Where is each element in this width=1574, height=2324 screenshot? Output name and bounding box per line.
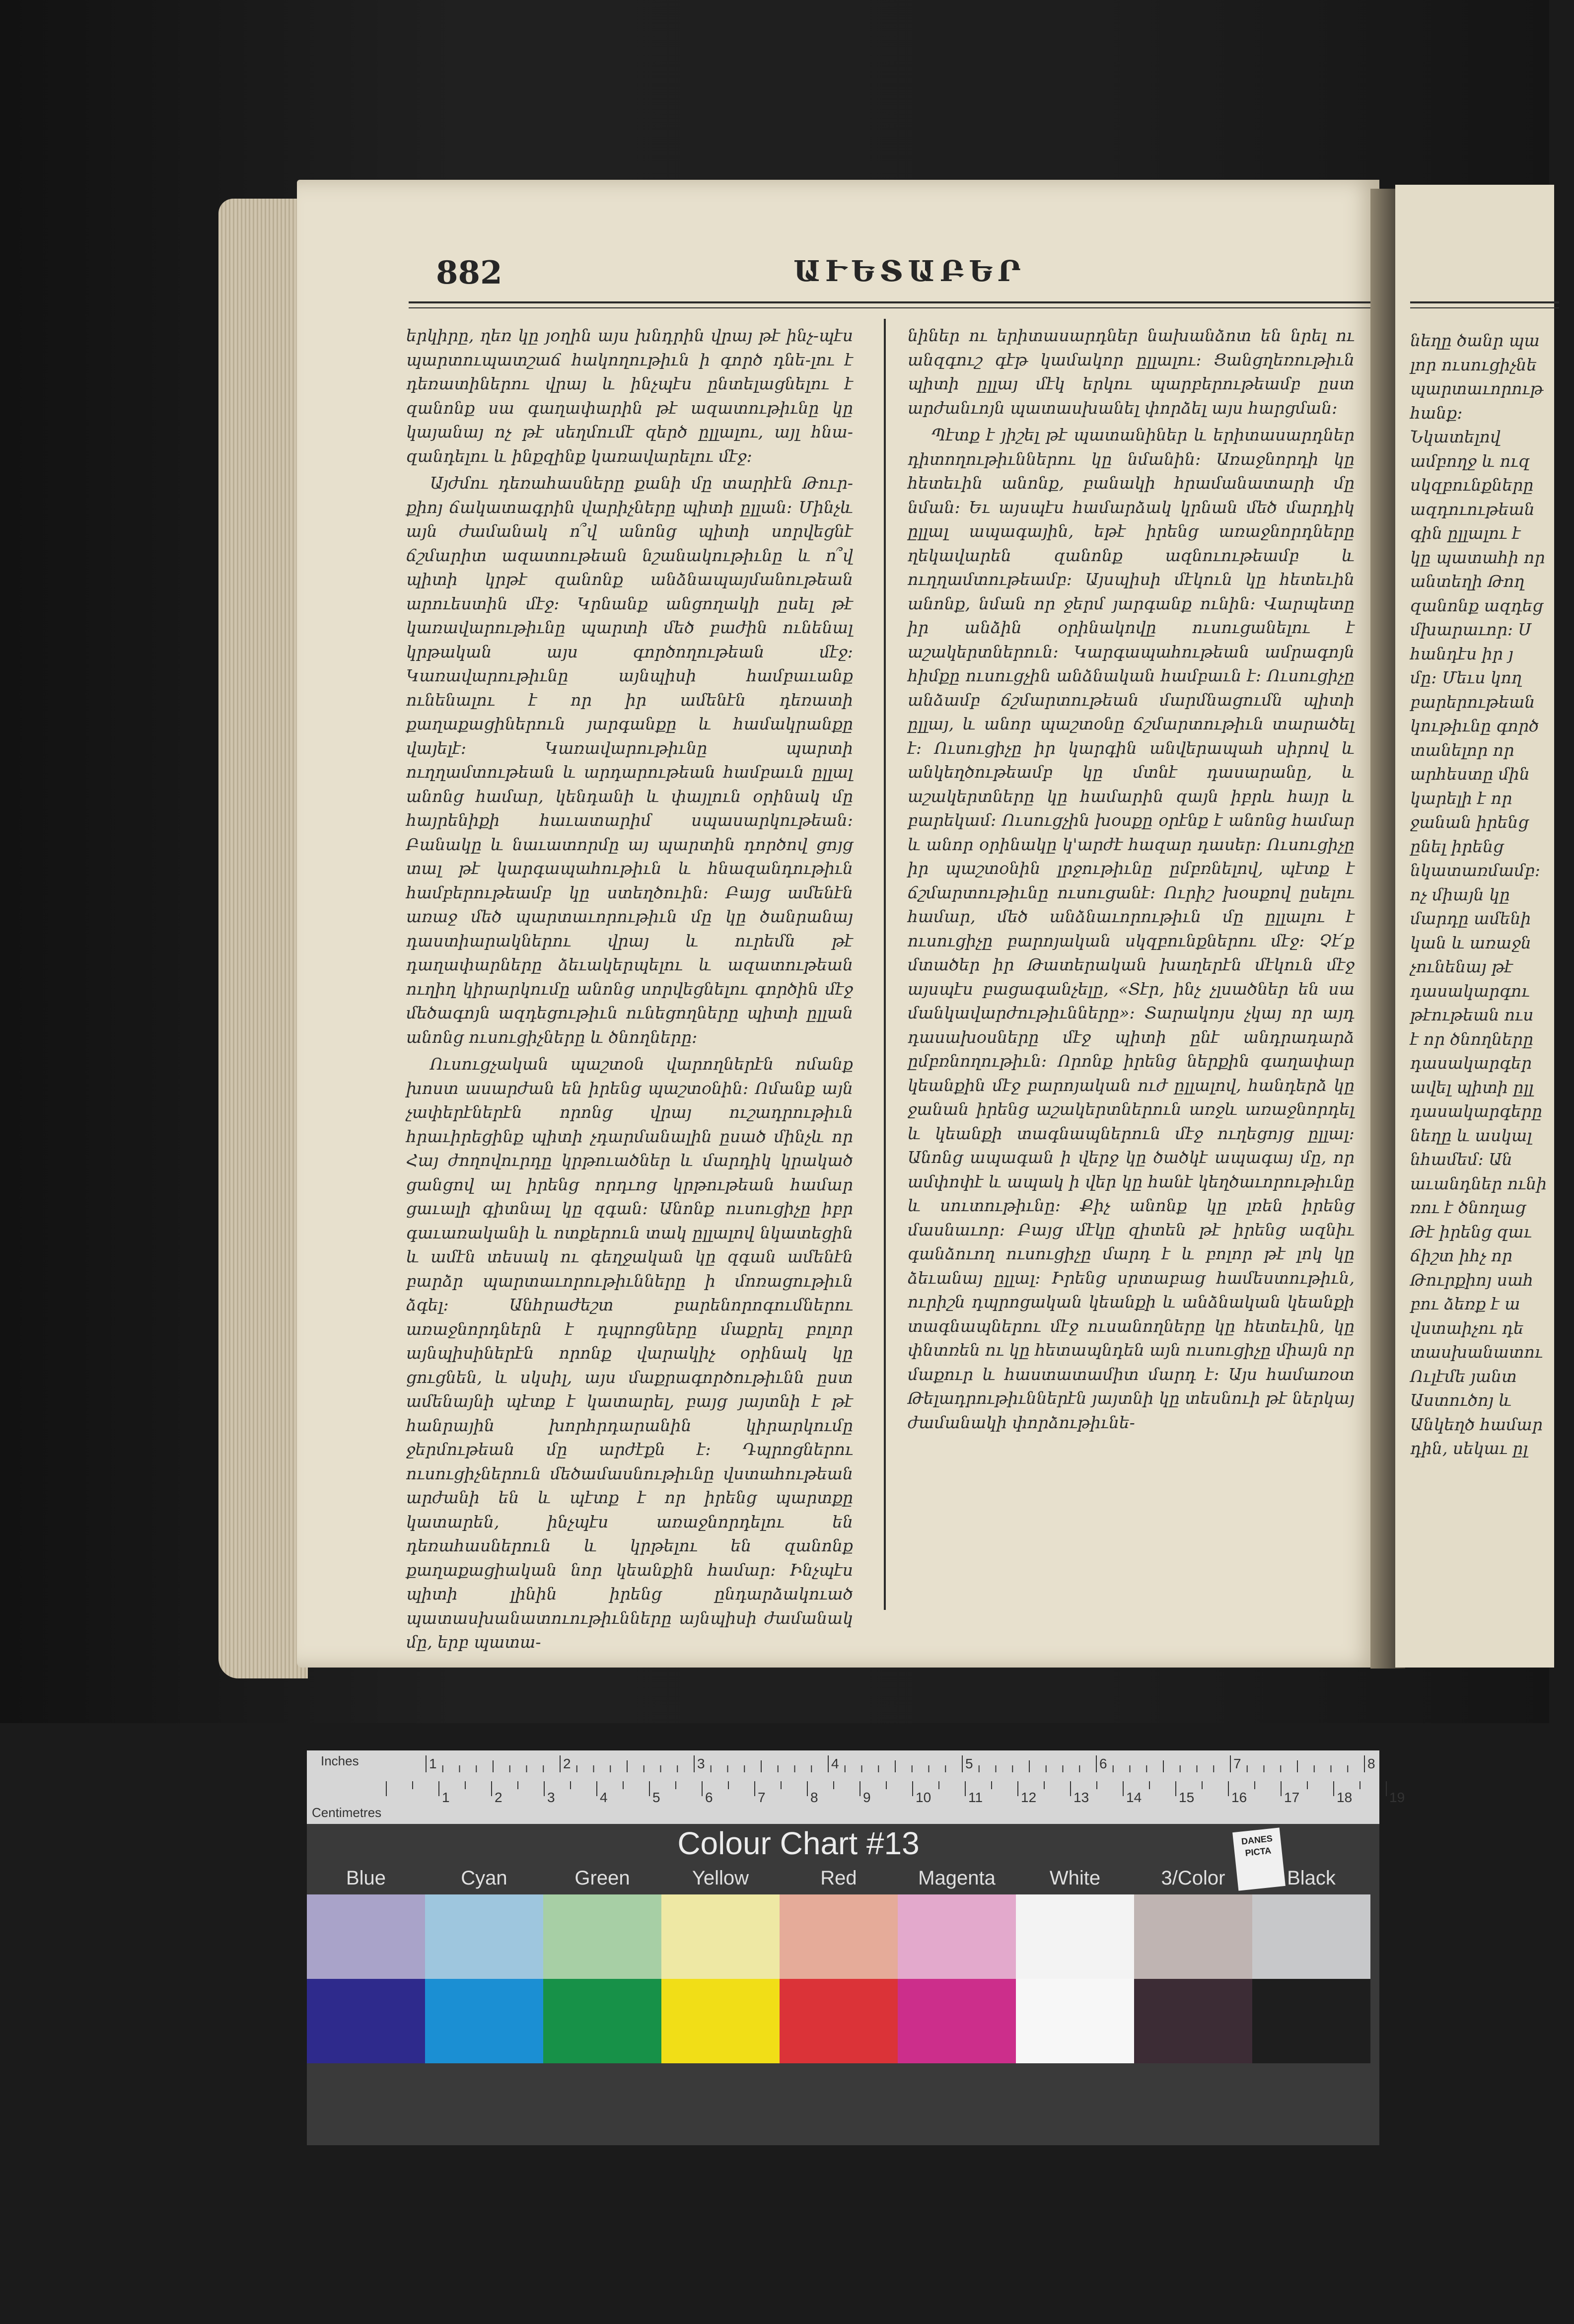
facing-line: ճիշտ իհչ որ	[1410, 1246, 1513, 1265]
facing-line: նկատառմամբ։	[1410, 861, 1541, 880]
swatch-light	[307, 1894, 425, 1979]
facing-line: Անկեղծ համար	[1410, 1414, 1543, 1434]
facing-line: դասակարգերը	[1410, 1101, 1542, 1121]
facing-page	[1395, 185, 1554, 1668]
inch-tick-label: 4	[831, 1756, 839, 1771]
cm-tick-label: 8	[810, 1790, 818, 1805]
paragraph: Ուսուցչական պաշտօն վարողներէն ոմանք խոստ ասարժան են իրենց պաշտօնին։ Ոմանք այն չափերէներէն որոնց վրայ ուշադրութիւն հրաւիրեցինք պիտի չդարմանալին ըսած մինչև որ Հայ ժողովուրդը կրթուածներ և մարդիկ կրակած ցանցով ալ իրենց որդւոց կրթութեան համար ցաւալի գիտնալ կը զգան։ Անոնք ուսուցիչը իբր գաւառականի և ոտքերուն տակ ըլլալով նկատեցին և ամէն տեսակ ու գեղջական կը զգան ամենէն բարձր պարտաւորութիւնները ի մոռացութիւն ձգել։ Անհրաժեշտ բարենորոգումներու առաջնորդներն է դպրոցները մաքրել բոլոր այնպիսիներէն որոնք վարակիչ օրինակ կը ցուցնեն, և սկսիլ, այս մաքրագործութիւնն ըստ ամենայնի պէտք է կատարել, բայց յայտնի է թէ հանրային խորհրդարանին կիրարկումը ջերմութեան մը արժէքն է։ Դպրոցներու ուսուցիչներուն մեծամասնութիւնը վստահութեան արժանի են և պէտք է որ իրենց պարտքը կատարեն, ինչպէս առաջնորդելու են դեռահասներուն և կրթելու են զանոնք քաղաքացիական նոր կեանքին համար։ Ինչպէս պիտի լինին իրենց ընդարձակուած պատասխանատուութիւնները այնպիսի ժամանակ մը, երբ պատա-	[406, 1054, 853, 1652]
facing-line: հանդէս իր յ	[1410, 644, 1513, 663]
swatch-saturated	[425, 1979, 543, 2063]
facing-page-text	[1410, 329, 1574, 1461]
facing-line: լոր ուսուցիչնե	[1410, 355, 1537, 374]
swatch-label: Red	[820, 1867, 857, 1889]
facing-line: պարտաւորութ	[1410, 379, 1543, 398]
facing-line: անտեղի Թող	[1410, 572, 1525, 591]
swatch-label: White	[1049, 1867, 1101, 1889]
facing-line: ազդուութեան	[1410, 499, 1535, 519]
facing-line: թէութեան ուս	[1410, 1005, 1534, 1024]
swatch-light	[1252, 1894, 1370, 1979]
facing-line: է որ ծնողները	[1410, 1029, 1534, 1049]
swatch-saturated	[1252, 1979, 1370, 2063]
swatch-saturated	[1016, 1979, 1134, 2063]
facing-header-rule-thin	[1410, 307, 1559, 308]
cm-tick-label: 17	[1284, 1790, 1300, 1805]
book-page	[297, 180, 1379, 1668]
paragraph: Պէտք է յիշել թէ պատանիներ և երիտասարդներ դիտողութիւններու կը նմանին։ Առաջնորդի կը հետեւին անոնք, բանակի հրամանատարի մը նման։ Եւ այսպէս համարձակ կրնան մեծ մարդիկ ըլլալ ապագային, եթէ իրենց առաջնորդները ղեկավարեն զանոնք ազնուութեամբ և ուղղամտութեամբ։ Այսպիսի մէկուն կը հետեւին անոնք, նման որ ջերմ յարգանք ունին։ Վարպետը իր անձին օրինակովը ուսուցանելու է աշակերտներուն։ Կարգապահութեան ամրագոյն հիմքը ուսուցչին անձնական համբաւն է։ Ուսուցիչը անձամբ ճշմարտութեան մարմնացումն պիտի ըլլայ, և անոր պաշտօնը ճշմարտութիւն տարածել է։ Ուսուցիչը իր կարգին անվերապահ սիրով և անկեղծութեամբ կը մտնէ դասարանը, և աշակերտները կը համարին զայն իբրև հայր և բարեկամ։ Ուսուցչին խօսքը օրէնք է անոնց համար և անոր օրինակը կ'արժէ հազար դասեր։ Ուսուցիչը իր պաշտօնին լրջութիւնը ըմբռնելով, պէտք է ճշմարտութիւնը ուսուցանէ։ Ուրիշ խօսքով ըսելու համար, մեծ անձնաւորութիւն մը ըլլալու է ուսուցիչը բարոյական սկզբունքներու մէջ։ Չէ՛ք մտածեր իր Թատերական խաղերէն մէկուն մէջ այսպէս բացագանչելը, «Տէր, ինչ չլսածներ են սա մանկավարժութիւնները»։ Տարակոյս չկայ որ այդ դասախօսները մէջ պիտի ընէ անդրադարձ ըմբռնողութիւն։ Որոնք իրենց ներքին գաղափար կեանքին մէջ բարոյական ուժ ըլլալով, հանդերձ կը ջանան իրենց աշակերտներուն առջև առաջնորդել և կեանքի տագնապներուն մէջ ուղեցոյց ըլլալ։ Անոնց ապագան ի վերջ կը ծածկէ ապագայ մը, որ ամփոփէ և ապակ ի վեր կը հանէ կեղծաւորութիւնը և սուտութիւնը։ Քիչ անոնք կը լռեն իրենց մասնաւոր։ Բայց մէկը զիտեն թէ իրենց ազնիւ գանձուող ուսուցիչը մարդ է և բոլոր թէ լոկ կը ձեւանայ ըլլալ։ Իրենց սրտաբաց համեստութիւն, ուրիշն դպրոցական կեանքի և անձնական կեանքի տագնապներու մէջ ուսանողները կը հետեւին, կը փնտռեն ու կը հետապնդեն այն ուսուցիչը միայն որ մաքուր և հաստատամիտ մարդ է։ Այս համառօտ Թելադրութիւններէն յայտնի կը տեսնուի թէ ներկայ ժամանակի փորձութիւնե-	[908, 425, 1355, 1432]
cm-tick-label: 9	[863, 1790, 871, 1805]
facing-line: հանք։	[1410, 403, 1463, 423]
left-column	[406, 324, 853, 1658]
swatch-saturated	[307, 1979, 425, 2063]
swatch-saturated	[780, 1979, 898, 2063]
page-edges	[218, 199, 308, 1678]
facing-line: մխարաւոր։ Ս	[1410, 620, 1531, 639]
cm-tick-label: 16	[1231, 1790, 1247, 1805]
danes-picta-logo: DANES PICTA	[1232, 1827, 1286, 1890]
paragraph: երկիրը, ղեռ կը յօղին այս խնդրին վրայ թէ ինչ-պէս պարտուպատշաճ հակողութիւն ի գործ դնե-լու է դեռատիներու վրայ և ինչպէս ընտելացնելու է զանոնք սա գաղափարին թէ ազատութիւնը կը կայանայ ոչ թէ սեղմումէ զերծ ըլլալու, այլ հնա-զանդելու և ինքզինք կառավարելու մէջ։	[406, 326, 853, 466]
swatch-label: Cyan	[461, 1867, 507, 1889]
swatch-light	[543, 1894, 661, 1979]
facing-line: նեղը ծանր պա	[1410, 331, 1540, 350]
swatch-label: Black	[1287, 1867, 1336, 1889]
facing-line: ռու է ծնողաց	[1410, 1198, 1526, 1217]
facing-line: աւանդներ ունի	[1410, 1173, 1547, 1193]
cm-tick-label: 3	[547, 1790, 555, 1805]
facing-line: արհեստը մին	[1410, 764, 1530, 784]
facing-line: տասխանատու	[1410, 1342, 1543, 1362]
facing-line: ամբողջ և ուզ	[1410, 451, 1530, 471]
facing-line: ջանան իրենց	[1410, 812, 1529, 832]
facing-line: նհամեմ։ Ան	[1410, 1150, 1512, 1169]
right-column	[908, 324, 1355, 1438]
facing-line: չունենայ թէ	[1410, 957, 1513, 976]
facing-line: ընել իրենց	[1410, 836, 1504, 856]
column-divider	[884, 319, 886, 1610]
cm-tick-label: 11	[968, 1790, 983, 1805]
cm-tick-label: 5	[652, 1790, 660, 1805]
swatch-light	[780, 1894, 898, 1979]
facing-line: կան և առաջն	[1410, 933, 1531, 952]
facing-line: տանելոր որ	[1410, 740, 1514, 760]
facing-line: Թուրքիոյ սահ	[1410, 1270, 1534, 1290]
cm-tick-label: 7	[758, 1790, 766, 1805]
swatch-label: Yellow	[692, 1867, 749, 1889]
facing-line: մը։ Մեւս կող	[1410, 668, 1522, 687]
running-head: ԱՒԵՏԱԲԵՐ	[793, 254, 1026, 288]
swatch-saturated	[543, 1979, 661, 2063]
facing-line: սկզբունքները	[1410, 475, 1534, 495]
cm-tick-label: 10	[916, 1790, 931, 1805]
ruler-inches-label: Inches	[321, 1753, 359, 1768]
facing-line: կը պատահի որ	[1410, 547, 1545, 567]
inch-tick-label: 5	[965, 1756, 973, 1771]
inch-tick-label: 8	[1367, 1756, 1375, 1771]
cm-tick-label: 12	[1021, 1790, 1037, 1805]
inch-tick-label: 2	[563, 1756, 571, 1771]
ruler-cm-label: Centimetres	[312, 1805, 382, 1820]
cm-tick-label: 19	[1389, 1790, 1405, 1805]
swatch-light	[898, 1894, 1016, 1979]
ruler	[307, 1750, 1405, 1824]
swatch-saturated	[1134, 1979, 1252, 2063]
swatch-label: Green	[574, 1867, 630, 1889]
cm-tick-label: 6	[705, 1790, 713, 1805]
swatch-light	[1134, 1894, 1252, 1979]
swatch-saturated	[661, 1979, 780, 2063]
header-rule-thin	[409, 307, 1372, 308]
header-rule	[409, 301, 1372, 303]
cm-tick-label: 14	[1126, 1790, 1142, 1805]
ruler-scale	[307, 1750, 1405, 1824]
cm-tick-label: 4	[600, 1790, 608, 1805]
facing-line: նեղը և ասկալ	[1410, 1125, 1532, 1145]
cm-tick-label: 13	[1073, 1790, 1089, 1805]
cm-tick-label: 18	[1337, 1790, 1353, 1805]
facing-line: դասակարգու	[1410, 981, 1530, 1001]
facing-line: կարելի է որ	[1410, 788, 1512, 808]
facing-line: զանոնք ազդեց	[1410, 595, 1543, 615]
inch-tick-label: 1	[429, 1756, 437, 1771]
facing-line: ավել պիտի ըլլ	[1410, 1077, 1534, 1097]
facing-line: կութիւնը գործ	[1410, 716, 1539, 735]
facing-line: դասակարգեր	[1410, 1053, 1532, 1073]
facing-line: գին ըլլալու է	[1410, 523, 1521, 543]
facing-line: բարերութեան	[1410, 692, 1535, 712]
swatch-label: 3/Color	[1161, 1867, 1225, 1889]
page-header	[436, 254, 1379, 294]
paragraph: նիներ ու երիտասարդներ նախանձոտ են նրել ու անզգուշ գէթ կամակոր ըլլալու։ Ցանցղեռութիւն պիտի ըլլայ մէկ երկու պարբերութեամբ ըստ արժանւոյն պատասխանել փորձել այս հարցման։	[908, 326, 1355, 418]
facing-line: Ուլէմե յանտ	[1410, 1366, 1517, 1386]
facing-header-rule	[1410, 301, 1559, 303]
facing-line: Թէ իրենց զաւ	[1410, 1222, 1532, 1241]
swatch-saturated	[898, 1979, 1016, 2063]
swatch-light	[661, 1894, 780, 1979]
inch-tick-label: 6	[1099, 1756, 1107, 1771]
inch-tick-label: 3	[697, 1756, 705, 1771]
chart-title: Colour Chart #13	[677, 1825, 920, 1861]
page-number: 882	[436, 254, 502, 291]
swatch-light	[425, 1894, 543, 1979]
cm-tick-label: 2	[495, 1790, 502, 1805]
inch-tick-label: 7	[1233, 1756, 1241, 1771]
facing-line: ոչ միայն կը	[1410, 884, 1510, 904]
facing-line: դին, սեկաւ ըլ	[1410, 1439, 1528, 1458]
paragraph: Այժմու դեռահասները քանի մը տարիէն Թուր-քիոյ ճակատագրին վարիչները պիտի ըլլան։ Մինչև այն ժամանակ ո՞վ անոնց պիտի սորվեցնէ ճշմարիտ ազատութեան նշանակութիւնը և ո՞վ պիտի կրթէ զանոնք անձնապայմանութեան արուեստին մէջ։ Կրնանք անցողակի ըսել թէ կառավարութիւնը պարտի մեծ բաժին ունենալ կրթական այս գործողութեան մէջ։ Կառավարութիւնը այնպիսի համբաւանք ունենալու է որ իր ամենէն դեռատի քաղաքացիներուն յարգանքը և համակրանքը վայելէ։ Կառավարութիւնը պարտի ուղղամտութեան և արդարութեան համբաւն ըլլալ անոնց համար, կենդանի և փայլուն օրինակ մը հայրենիքի հաւատարիմ սպասարկութեան։ Բանակը և նաւատորմը այ պարտին դործով ցոյց տալ թէ կարգապահութիւն և հնազանդութիւն համբերութեամբ կը ստեղծուին։ Բայց ամենէն առաջ մեծ պարտաւորութիւն մը կը ծանրանայ դաստիարակներու վրայ և ուրեմն թէ դաղափարները ձեւակերպելու և ազատութեան ուղիղ կիրարկումը անոնց սորվեցնելու գործին մէջ մեծագոյն ազդեցութիւն ունեցողները պիտի ըլլան անոնց ուսուցիչները և ծնողները։	[406, 473, 853, 1047]
colour-chart-target	[307, 1750, 1405, 2145]
cm-tick-label: 1	[442, 1790, 450, 1805]
facing-line: բու ձեռք է ա	[1410, 1294, 1520, 1313]
swatch-label: Magenta	[918, 1867, 996, 1889]
facing-line: Նկատելով	[1410, 427, 1501, 446]
cm-tick-label: 15	[1179, 1790, 1195, 1805]
facing-line: վստաիչու դե	[1410, 1318, 1524, 1338]
swatch-label: Blue	[346, 1867, 386, 1889]
facing-line: մարդը ամենի	[1410, 909, 1531, 928]
facing-line: Աստուծոյ և	[1410, 1390, 1512, 1410]
swatch-light	[1016, 1894, 1134, 1979]
